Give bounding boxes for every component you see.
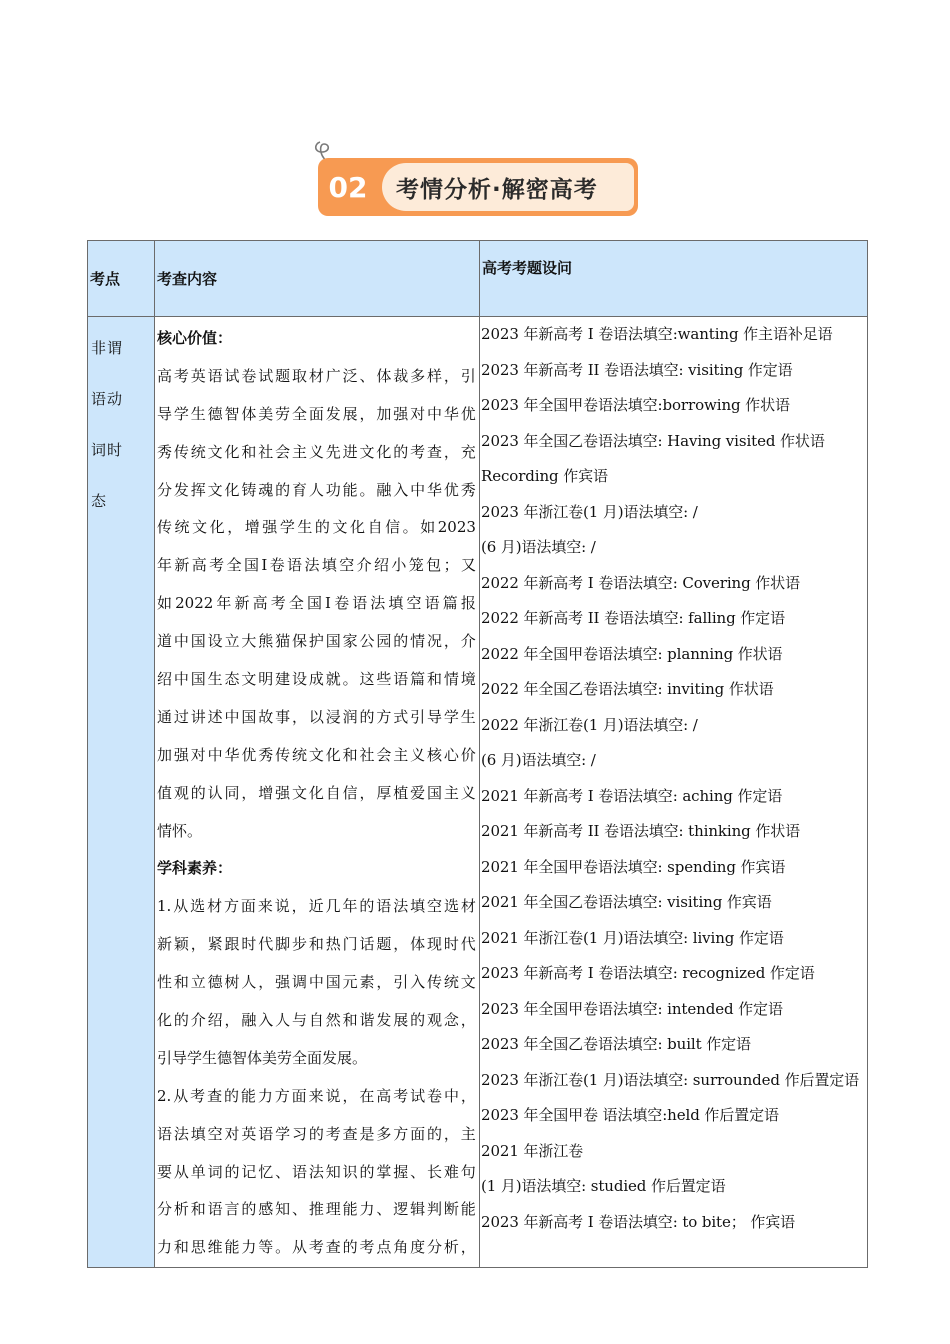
- content-line: 引导学生德智体美劳全面发展。: [157, 1048, 368, 1067]
- question-line: 2022 年全国乙卷语法填空: inviting 作状语: [481, 680, 774, 698]
- content-line: 通 过 讲 述 中 国 故 事 ， 以 浸 润 的 方 式 引 导 学 生: [157, 707, 476, 726]
- content-line: 分 析 和 语 言 的 感 知 、 推 理 能 力 、 逻 辑 判 断 能: [157, 1200, 476, 1219]
- content-line: 新 颖 ， 紧 跟 时 代 脚 步 和 热 门 话 题 ， 体 现 时 代: [157, 935, 476, 954]
- question-line: 2023 年浙江卷(1 月)语法填空: surrounded 作后置定语: [481, 1070, 860, 1089]
- header-topic: 考点: [88, 241, 155, 317]
- content-line: 1. 从 选 材 方 面 来 说 ， 近 几 年 的 语 法 填 空 选 材: [157, 897, 476, 916]
- header-content: 考查内容: [155, 241, 480, 317]
- topic-line: 态: [91, 492, 108, 510]
- question-line: 2021 年浙江卷: [481, 1141, 584, 1160]
- question-line: 2021 年全国甲卷语法填空: spending 作宾语: [481, 857, 786, 876]
- questions-cell: [480, 317, 868, 1268]
- content-heading: 核心价值：: [157, 329, 233, 347]
- content-line: 道 中 国 设 立 大 熊 猫 保 护 国 家 公 园 的 情 况 ， 介: [157, 632, 476, 651]
- table-header-row: [88, 241, 868, 317]
- question-line: 2021 年浙江卷(1 月)语法填空: living 作定语: [481, 928, 784, 947]
- question-line: 2022 年浙江卷(1 月)语法填空: /: [481, 715, 698, 734]
- topic-cell: [88, 317, 155, 1268]
- question-line: 2023 年全国乙卷语法填空: Having visited 作状语: [481, 431, 825, 450]
- content-line: 绍 中 国 生 态 文 明 建 设 成 就 。 这 些 语 篇 和 情 境: [157, 670, 476, 689]
- question-line: 2021 年新高考 I 卷语法填空: aching 作定语: [481, 786, 783, 805]
- question-line: 2023 年新高考 II 卷语法填空: visiting 作定语: [481, 360, 793, 379]
- question-line: 2022 年新高考 II 卷语法填空: falling 作定语: [481, 609, 785, 627]
- question-line: (1 月)语法填空: studied 作后置定语: [481, 1177, 726, 1195]
- content-line: 如 2022 年 新 高 考 全 国 I 卷 语 法 填 空 语 篇 报: [157, 594, 476, 613]
- header-questions: 高考考题设问: [480, 241, 868, 317]
- question-line: 2023 年全国甲卷语法填空:borrowing 作状语: [481, 396, 790, 414]
- content-line: 加 强 对 中 华 优 秀 传 统 文 化 和 社 会 主 义 核 心 价: [157, 745, 476, 764]
- table-row: [88, 317, 868, 1268]
- content-line: 力 和 思 维 能 力 等 。 从 考 查 的 考 点 角 度 分 析 ，: [157, 1238, 476, 1257]
- question-line: (6 月)语法填空: /: [481, 538, 596, 556]
- topic-line: 词时: [91, 441, 124, 459]
- content-line: 分 发 挥 文 化 铸 魂 的 育 人 功 能 。 融 入 中 华 优 秀: [157, 480, 476, 499]
- question-line: 2022 年全国甲卷语法填空: planning 作状语: [481, 644, 783, 663]
- content-line: 高 考 英 语 试 卷 试 题 取 材 广 泛 、 体 裁 多 样 ， 引: [157, 366, 476, 385]
- content-line: 情怀。: [157, 821, 203, 840]
- content-heading: 学科素养：: [157, 859, 233, 878]
- content-line: 传 统 文 化 ， 增 强 学 生 的 文 化 自 信 。 如 2023: [157, 518, 476, 537]
- content-line: 化 的 介 绍 ， 融 入 人 与 自 然 和 谐 发 展 的 观 念 ，: [157, 1011, 476, 1030]
- banner-title: 考情分析·解密高考: [382, 163, 634, 211]
- question-line: 2023 年全国甲卷语法填空: intended 作定语: [481, 999, 783, 1018]
- banner-number: 02: [328, 170, 368, 204]
- content-line: 秀 传 统 文 化 和 社 会 主 义 先 进 文 化 的 考 查 ， 充: [157, 442, 476, 461]
- question-line: Recording 作宾语: [481, 467, 608, 485]
- question-line: 2023 年新高考 I 卷语法填空: recognized 作定语: [481, 964, 815, 982]
- question-line: 2023 年全国乙卷语法填空: built 作定语: [481, 1035, 751, 1053]
- content-line: 值 观 的 认 同 ， 增 强 文 化 自 信 ， 厚 植 爱 国 主 义: [157, 783, 476, 802]
- question-line: 2023 年新高考 I 卷语法填空: to bite； 作宾语: [481, 1212, 796, 1231]
- content-cell: [155, 317, 480, 1268]
- content-line: 要 从 单 词 的 记 忆 、 语 法 知 识 的 掌 握 、 长 难 句: [157, 1162, 476, 1181]
- question-line: 2023 年全国甲卷 语法填空:held 作后置定语: [481, 1106, 779, 1124]
- question-line: (6 月)语法填空: /: [481, 751, 596, 769]
- exam-analysis-table: [87, 240, 868, 1268]
- content-line: 2. 从 考 查 的 能 力 方 面 来 说 ， 在 高 考 试 卷 中 ，: [157, 1086, 476, 1105]
- content-line: 年 新 高 考 全 国 I 卷 语 法 填 空 介 绍 小 笼 包 ； 又: [157, 556, 476, 575]
- content-line: 导 学 生 德 智 体 美 劳 全 面 发 展 ， 加 强 对 中 华 优: [157, 404, 476, 423]
- question-line: 2022 年新高考 I 卷语法填空: Covering 作状语: [481, 573, 800, 592]
- section-banner: [312, 138, 642, 220]
- question-line: 2023 年新高考 I 卷语法填空:wanting 作主语补足语: [481, 325, 833, 343]
- topic-line: 非谓: [91, 339, 124, 357]
- question-line: 2023 年浙江卷(1 月)语法填空: /: [481, 502, 698, 521]
- content-line: 性 和 立 德 树 人 ， 强 调 中 国 元 素 ， 引 入 传 统 文: [157, 973, 476, 992]
- question-line: 2021 年全国乙卷语法填空: visiting 作宾语: [481, 893, 772, 911]
- topic-line: 语动: [91, 390, 124, 408]
- question-line: 2021 年新高考 II 卷语法填空: thinking 作状语: [481, 822, 801, 840]
- content-line: 语 法 填 空 对 英 语 学 习 的 考 查 是 多 方 面 的 ， 主: [157, 1124, 476, 1143]
